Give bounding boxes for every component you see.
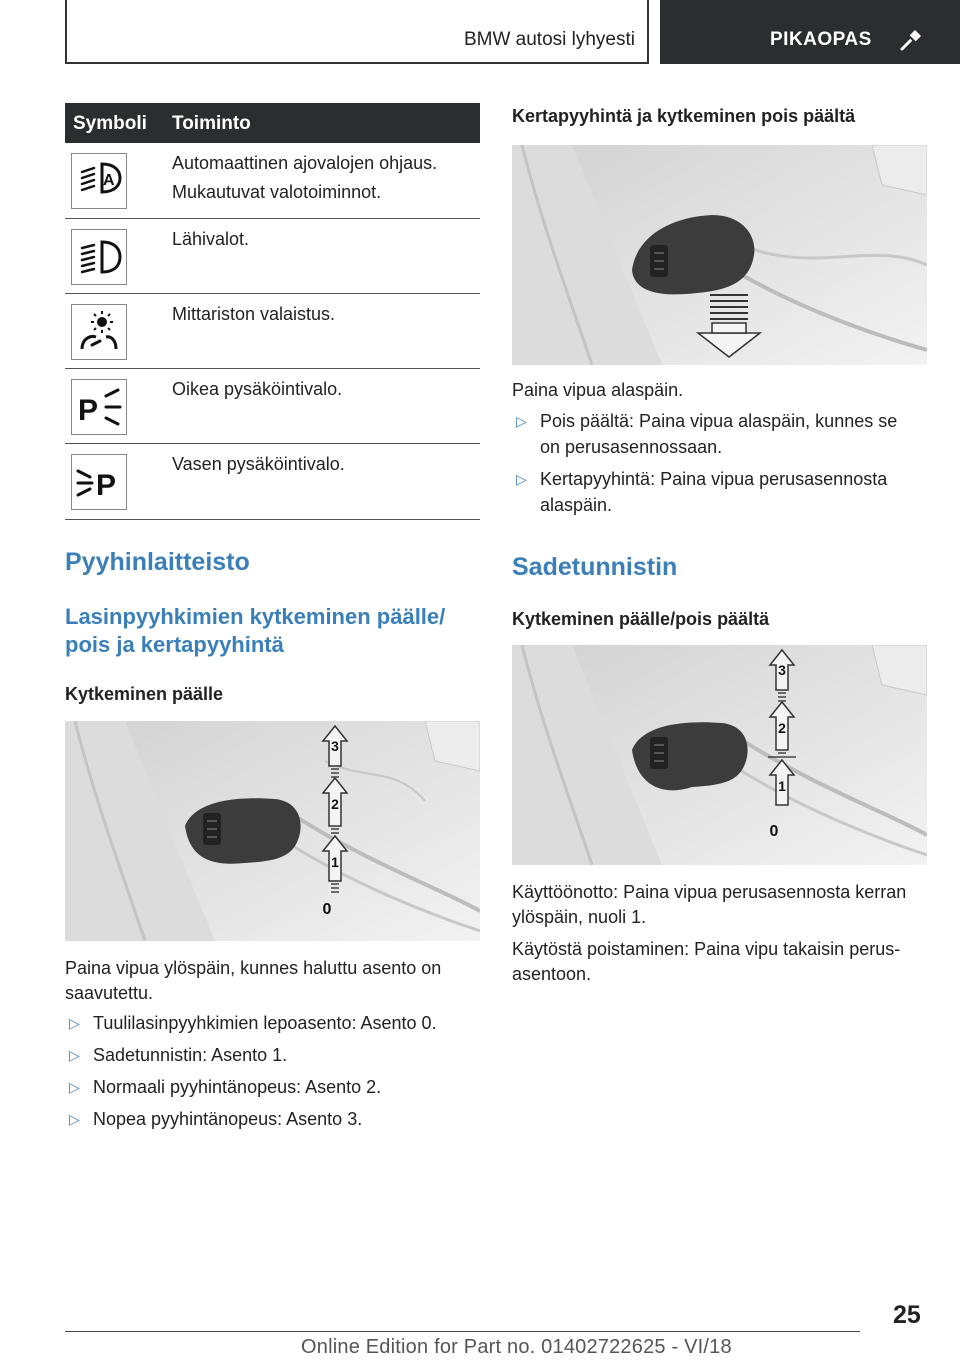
svg-text:A: A [103, 172, 115, 189]
table-header [65, 103, 480, 143]
on-text-line2: saavutettu. [65, 983, 154, 1003]
function-text: Oikea pysäköintivalo. [172, 379, 343, 399]
section-title-wipers: Pyyhinlaitteisto [65, 548, 250, 576]
list-item: ▷ Tuulilasinpyyhkimien lepoasento: Asento 0. [65, 1010, 437, 1036]
header-title: BMW autosi lyhyesti [463, 29, 635, 50]
photo-label-0: 0 [322, 901, 332, 918]
column-header-function: Toiminto [172, 113, 251, 134]
bullet-triangle-icon: ▷ [69, 1047, 80, 1063]
subsection-title-line2: pois ja kertapyyhintä [65, 632, 284, 657]
function-text: Automaattinen ajovalojen ohjaus. [172, 153, 438, 173]
instrument-lighting-icon [71, 304, 127, 360]
bullet-triangle-icon: ▷ [69, 1015, 80, 1031]
list-item: ▷ Nopea pyyhintänopeus: Asento 3. [65, 1106, 362, 1132]
svg-text:P: P [78, 394, 99, 427]
bullet-triangle-icon: ▷ [516, 471, 527, 487]
column-header-symbol: Symboli [73, 113, 147, 134]
header-left-tab [65, 0, 649, 64]
table-row [65, 444, 480, 520]
subsection-title-line1: Lasinpyyhkimien kytkeminen päälle/ [65, 604, 446, 629]
list-item: ▷ Sadetunnistin: Asento 1. [65, 1042, 287, 1068]
wiper-lever-down-photo [512, 145, 927, 365]
table-row [65, 294, 480, 369]
photo-label-3: 3 [331, 738, 339, 754]
label-rain-on-off: Kytkeminen päälle/pois päältä [512, 609, 770, 629]
header-section-title: PIKAOPAS [770, 29, 872, 50]
deactivation-line1: Käytöstä poistaminen: Paina vipu takaisin perus- [512, 939, 901, 959]
function-text: Lähivalot. [172, 229, 250, 249]
symbol-table [65, 103, 480, 520]
wiper-lever-up-photo [65, 721, 480, 941]
table-row [65, 143, 480, 219]
right-parking-light-icon [71, 379, 127, 435]
page-number: 25 [893, 1301, 921, 1329]
rain-sensor-lever-photo [512, 645, 927, 865]
label-switch-on: Kytkeminen päälle [65, 684, 224, 704]
footer-edition: Online Edition for Part no. 01402722625 - VI/18 [301, 1336, 732, 1358]
left-parking-light-icon [71, 454, 127, 510]
bullet-triangle-icon: ▷ [69, 1111, 80, 1127]
bullet-triangle-icon: ▷ [69, 1079, 80, 1095]
header-right-tab [660, 0, 960, 64]
photo-label-0: 0 [769, 823, 779, 840]
deactivation-line2: asentoon. [512, 964, 592, 984]
function-text: Mittariston valaistus. [172, 304, 336, 324]
activation-line2: ylöspäin, nuoli 1. [512, 907, 647, 927]
list-item: ▷ Kertapyyhintä: Paina vipua perusasennosta alaspäin. [512, 466, 887, 518]
function-text: Vasen pysäköintivalo. [172, 454, 345, 474]
svg-text:P: P [96, 469, 117, 502]
auto-headlight-icon [71, 153, 127, 209]
section-title-rain-sensor: Sadetunnistin [512, 553, 678, 581]
single-wipe-text: Paina vipua alaspäin. [512, 380, 684, 400]
photo-label-2: 2 [331, 796, 339, 812]
bullet-triangle-icon: ▷ [516, 413, 527, 429]
table-row [65, 219, 480, 294]
photo-label-1: 1 [331, 854, 339, 870]
photo-label-2: 2 [778, 720, 786, 736]
photo-label-3: 3 [778, 662, 786, 678]
table-row [65, 369, 480, 444]
wrench-icon [896, 27, 924, 55]
list-item: ▷ Normaali pyyhintänopeus: Asento 2. [65, 1074, 381, 1100]
footer-divider [65, 1331, 860, 1332]
low-beam-icon [71, 229, 127, 285]
on-text-line1: Paina vipua ylöspäin, kunnes haluttu asento on [65, 958, 442, 978]
label-single-wipe: Kertapyyhintä ja kytkeminen pois päältä [512, 106, 856, 126]
list-item: ▷ Pois päältä: Paina vipua alaspäin, kunnes se on perusasennossaan. [512, 408, 897, 460]
activation-line1: Käyttöönotto: Paina vipua perusasennosta kerran [512, 882, 907, 902]
function-text: Mukautuvat valotoiminnot. [172, 182, 382, 202]
photo-label-1: 1 [778, 778, 786, 794]
